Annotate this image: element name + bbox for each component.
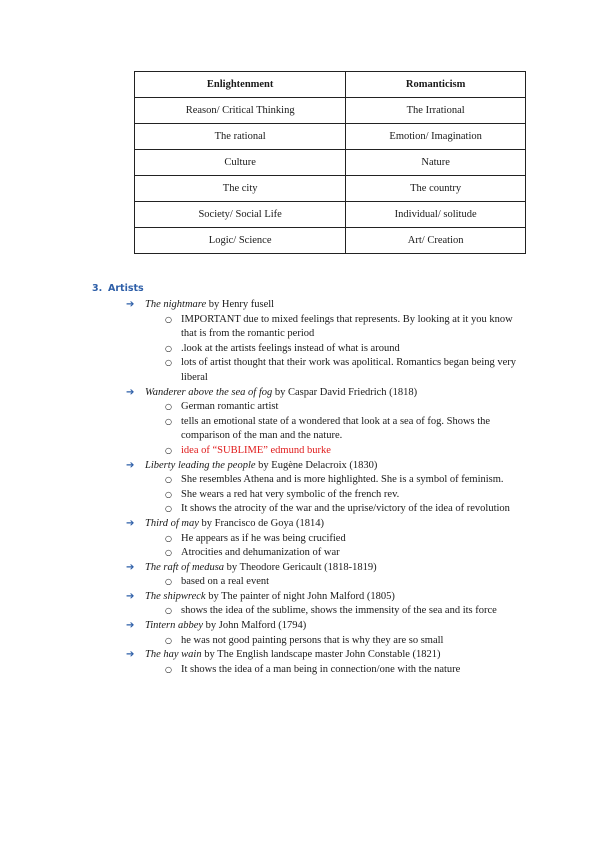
circle-bullet-icon: ○	[165, 475, 172, 485]
table-cell: The rational	[135, 124, 346, 150]
table-row	[135, 202, 526, 228]
circle-bullet-icon: ○	[165, 402, 172, 412]
artwork-title: Tintern abbey	[145, 620, 204, 632]
circle-bullet-icon: ○	[165, 358, 172, 368]
section-title: Artists	[108, 283, 144, 294]
circle-bullet-icon: ○	[165, 504, 172, 514]
note-item	[165, 502, 521, 517]
note-text: shows the idea of the sublime, shows the immensity of the sea and its force	[181, 605, 497, 617]
artwork-item	[126, 517, 515, 532]
note-item	[165, 400, 521, 415]
artwork-artist: by John Malford (1794)	[203, 620, 307, 632]
table-cell: Culture	[135, 150, 346, 176]
artwork-item	[126, 648, 515, 663]
circle-bullet-icon: ○	[165, 577, 172, 587]
arrow-right-icon: ➔	[126, 517, 135, 529]
artwork-title: The shipwreck	[145, 590, 206, 602]
table-row	[135, 176, 526, 202]
note-text: he was not good painting persons that is why they are so small	[181, 634, 444, 646]
table-row	[135, 124, 526, 150]
artwork-title: The hay wain	[145, 649, 202, 661]
artwork-item	[126, 590, 515, 605]
header-enlightenment: Enlightenment	[135, 72, 346, 98]
note-item	[165, 663, 521, 678]
note-text: She resembles Athena and is more highlighted. She is a symbol of feminism.	[181, 474, 504, 486]
comparison-table	[134, 71, 526, 254]
note-text: Atrocities and dehumanization of war	[181, 547, 340, 559]
arrow-right-icon: ➔	[126, 386, 135, 398]
arrow-right-icon: ➔	[126, 620, 135, 632]
note-item	[165, 634, 521, 649]
circle-bullet-icon: ○	[165, 533, 172, 543]
note-item	[165, 575, 521, 590]
artwork-title: The raft of medusa	[145, 561, 225, 573]
artists-list	[0, 298, 600, 677]
note-text: based on a real event	[181, 576, 270, 588]
artwork-artist: by The painter of night John Malford (1805)	[205, 590, 395, 602]
table-cell: Art/ Creation	[346, 228, 526, 254]
artwork-artist: by Eugène Delacroix (1830)	[255, 459, 378, 471]
table-cell: The Irrational	[346, 98, 526, 124]
circle-bullet-icon: ○	[165, 416, 172, 426]
note-text: IMPORTANT due to mixed feelings that represents. By looking at it you know that is from the romantic period	[181, 313, 513, 340]
header-romanticism: Romanticism	[346, 72, 526, 98]
section-number: 3.	[92, 283, 103, 294]
circle-bullet-icon: ○	[165, 548, 172, 558]
note-text: .look at the artists feelings instead of what is around	[181, 342, 400, 354]
note-text: tells an emotional state of a wondered that look at a sea of fog. Shows the comparison of the man and the nature.	[181, 415, 491, 442]
note-text: It shows the idea of a man being in connection/one with the nature	[181, 663, 461, 675]
artwork-title: Third of may	[145, 517, 199, 529]
table-cell: Logic/ Science	[135, 228, 346, 254]
note-text: German romantic artist	[181, 401, 279, 413]
circle-bullet-icon: ○	[165, 489, 172, 499]
circle-bullet-icon: ○	[165, 314, 172, 324]
artwork-artist: by Caspar David Friedrich (1818)	[272, 386, 418, 398]
circle-bullet-icon: ○	[165, 635, 172, 645]
artwork-artist: by The English landscape master John Constable (1821)	[201, 649, 441, 661]
arrow-right-icon: ➔	[126, 299, 135, 310]
table-row	[135, 150, 526, 176]
note-text: lots of artist thought that their work was apolitical. Romantics began being very liberal	[181, 357, 517, 383]
arrow-right-icon: ➔	[126, 590, 135, 602]
note-text: He appears as if he was being crucified	[181, 532, 346, 544]
table-header-row	[135, 72, 526, 98]
artwork-title: The nightmare	[145, 299, 207, 310]
artwork-item	[126, 561, 515, 576]
table-cell: The city	[135, 176, 346, 202]
table-row	[135, 98, 526, 124]
arrow-right-icon: ➔	[126, 561, 135, 573]
note-item	[165, 473, 521, 488]
table-cell: Nature	[346, 150, 526, 176]
note-item	[165, 546, 521, 561]
note-item	[165, 488, 521, 503]
artwork-title: Liberty leading the people	[145, 459, 256, 471]
note-item	[165, 415, 521, 444]
table-cell: Reason/ Critical Thinking	[135, 98, 346, 124]
circle-bullet-icon: ○	[165, 343, 172, 353]
note-text: It shows the atrocity of the war and the uprise/victory of the idea of revolution	[181, 503, 510, 515]
artwork-item	[126, 619, 515, 634]
section-heading-artists	[92, 283, 144, 294]
artwork-artist: by Francisco de Goya (1814)	[198, 517, 324, 529]
artwork-item	[126, 459, 515, 474]
artwork-artist: by Henry fusell	[206, 299, 275, 310]
artwork-item	[126, 386, 515, 401]
note-item	[165, 342, 521, 357]
table-cell: The country	[346, 176, 526, 202]
table-cell: Society/ Social Life	[135, 202, 346, 228]
note-item	[165, 444, 521, 459]
note-item	[165, 356, 521, 385]
note-item	[165, 532, 521, 547]
note-text: She wears a red hat very symbolic of the french rev.	[181, 488, 400, 500]
artwork-title: Wanderer above the sea of fog	[145, 386, 273, 398]
note-item	[165, 313, 521, 342]
table-row	[135, 228, 526, 254]
artwork-artist: by Theodore Gericault (1818-1819)	[224, 561, 377, 573]
arrow-right-icon: ➔	[126, 459, 135, 471]
circle-bullet-icon: ○	[165, 445, 172, 455]
arrow-right-icon: ➔	[126, 649, 135, 661]
note-item	[165, 604, 521, 619]
table-cell: Individual/ solitude	[346, 202, 526, 228]
circle-bullet-icon: ○	[165, 606, 172, 616]
artwork-item	[126, 298, 515, 313]
circle-bullet-icon: ○	[165, 664, 172, 674]
note-text-highlighted: idea of “SUBLIME” edmund burke	[181, 444, 331, 456]
table-cell: Emotion/ Imagination	[346, 124, 526, 150]
